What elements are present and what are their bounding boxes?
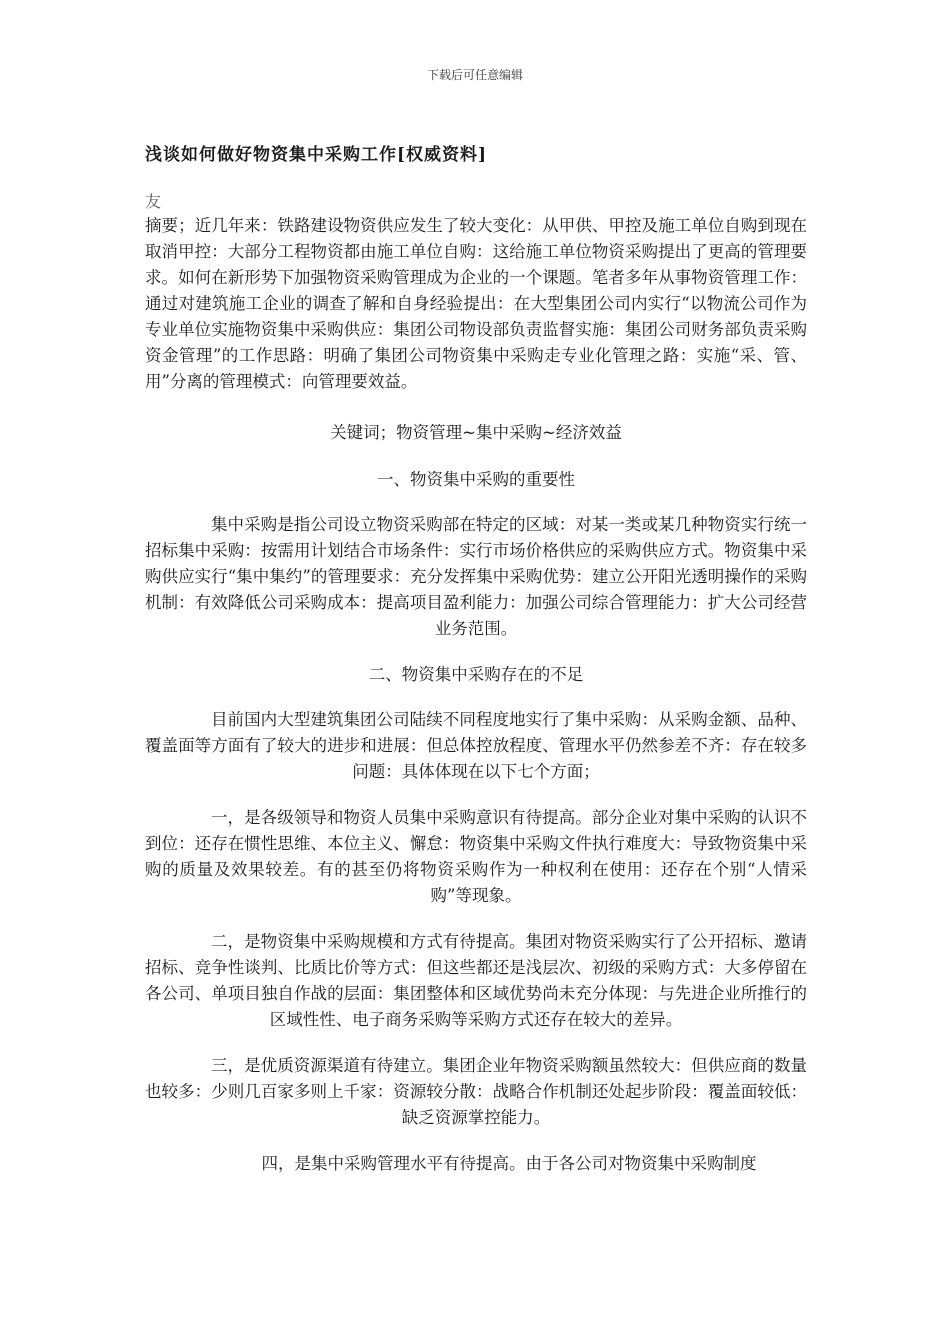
section-heading-2: 二、物资集中采购存在的不足 (368, 665, 584, 684)
document-title: 浅谈如何做好物资集中采购工作[权威资料] (145, 145, 488, 165)
section-heading-1: 一、物资集中采购的重要性 (377, 470, 575, 489)
author-mark: 友 (145, 192, 162, 211)
point-4-paragraph: 四，是集中采购管理水平有待提高。由于各公司对物资集中采购制度 (261, 1154, 757, 1173)
section-2-intro-paragraph: 目前国内大型建筑集团公司陆续不同程度地实行了集中采购：从采购金额、品种、覆盖面等方面有了较大的进步和进展：但总体控放程度、管理水平仍然参差不齐：存在较多问题：具体体现在以下七个方面； (145, 710, 807, 781)
document-body (145, 213, 807, 1177)
section-1-paragraph: 集中采购是指公司设立物资采购部在特定的区域：对某一类或某几种物资实行统一招标集中采购：按需用计划结合市场条件：实行市场价格供应的采购供应方式。物资集中采购供应实行“集中集约”的管理要求：充分发挥集中采购优势：建立公开阳光透明操作的采购机制：有效降低公司采购成本：提高项目盈利能力：加强公司综合管理能力：扩大公司经营业务范围。 (145, 515, 807, 638)
point-2-paragraph: 二，是物资集中采购规模和方式有待提高。集团对物资采购实行了公开招标、邀请招标、竞争性谈判、比质比价等方式：但这些都还是浅层次、初级的采购方式：大多停留在各公司、单项目独自作战的层面：集团整体和区域优势尚未充分体现：与先进企业所推行的区域性性、电子商务采购等采购方式还存在较大的差异。 (145, 932, 807, 1029)
point-1-paragraph: 一，是各级领导和物资人员集中采购意识有待提高。部分企业对集中采购的认识不到位：还存在惯性思维、本位主义、懈怠：物资集中采购文件执行难度大：导致物资集中采购的质量及效果较差。有的甚至仍将物资采购作为一种权利在使用：还存在个别“人情采购”等现象。 (145, 808, 807, 905)
page-header-note: 下载后可任意编辑 (426, 68, 523, 82)
keywords-line: 关键词；物资管理~集中采购~经济效益 (330, 423, 622, 442)
abstract-paragraph: 摘要；近几年来：铁路建设物资供应发生了较大变化：从甲供、甲控及施工单位自购到现在取消甲控：大部分工程物资都由施工单位自购：这给施工单位物资采购提出了更高的管理要求。如何在新形势下加强物资采购管理成为企业的一个课题。笔者多年从事物资管理工作：通过对建筑施工企业的调查了解和自身经验提出：在大型集团公司内实行“以物流公司作为专业单位实施物资集中采购供应：集团公司物设部负责监督实施：集团公司财务部负责采购资金管理”的工作思路：明确了集团公司物资集中采购走专业化管理之路：实施“采、管、用”分离的管理模式：向管理要效益。 (145, 216, 807, 391)
point-3-paragraph: 三，是优质资源渠道有待建立。集团企业年物资采购额虽然较大：但供应商的数量也较多：少则几百家多则上千家：资源较分散：战略合作机制还处起步阶段：覆盖面较低：缺乏资源掌控能力。 (145, 1056, 807, 1127)
